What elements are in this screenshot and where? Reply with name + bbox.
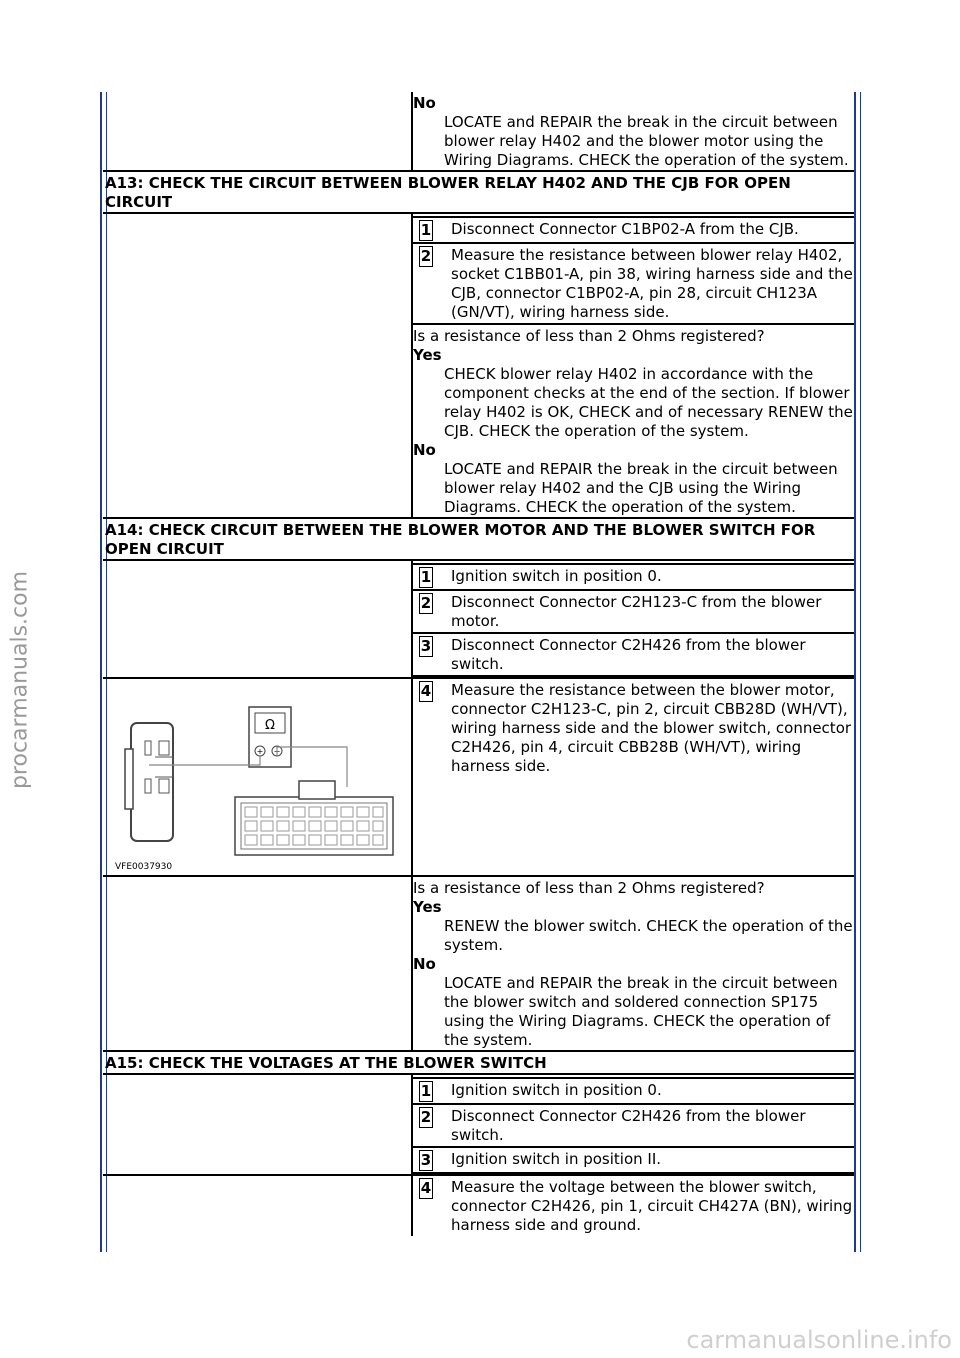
step-number: 1 [420,1082,432,1100]
step-text: Disconnect Connector C2H426 from the blower switch. [451,1107,806,1144]
step-number: 3 [420,637,432,655]
svg-text:−: − [273,747,281,756]
a14-step-1 [413,563,854,591]
a13-answer-row [103,325,854,518]
a14-answer [413,877,854,1050]
a13-heading: A13: CHECK THE CIRCUIT BETWEEN BLOWER RELAY H402 AND THE CJB FOR OPEN CIRCUIT [103,171,854,213]
bottom-watermark: carmanualsonline.info [686,1326,952,1354]
a12-answer [413,92,854,170]
a15-heading: A15: CHECK THE VOLTAGES AT THE BLOWER SWITCH [103,1051,854,1074]
a15-step-4 [413,1176,854,1236]
step-number: 1 [420,568,432,586]
right-border-line-outer [860,92,861,1252]
a13-steps-row [103,213,854,325]
ohmmeter-icon [249,707,291,767]
step-number: 3 [420,1151,432,1169]
no-label: No [413,441,436,459]
right-border-line [854,92,856,1252]
diagram-label: VFE0037930 [115,862,173,872]
yes-label: Yes [413,346,442,364]
step-text: Disconnect Connector C1BP02-A from the CJB. [451,220,799,238]
a13-step-2 [413,244,854,325]
no-text: LOCATE and REPAIR the break in the circuit between blower relay H402 and the blower motor using the Wiring Diagrams. CHECK the operation of the system. [444,113,849,169]
a15-heading-row [103,1051,854,1074]
step-text: Measure the resistance between blower relay H402, socket C1BB01-A, pin 38, wiring harness side and the CJB, connector C1BP02-A, pin 28, circuit CH123A (GN/VT), wiring harness side. [451,246,853,321]
a15-step4-row [103,1175,854,1236]
step-text: Measure the voltage between the blower switch, connector C2H426, pin 1, circuit CH427A (BN), wiring harness side and ground. [451,1178,853,1234]
a14-answer-row [103,876,854,1051]
step-text: Ignition switch in position 0. [451,567,662,585]
connector-diagram-svg [103,679,411,875]
procedure-table [103,92,854,1236]
step-text: Disconnect Connector C2H123-C from the blower motor. [451,593,822,630]
a14-steps-row [103,560,854,678]
no-label: No [413,955,436,973]
yes-label: Yes [413,898,442,916]
question-text: Is a resistance of less than 2 Ohms registered? [413,327,765,345]
step-number: 2 [420,247,432,265]
a14-heading-row [103,518,854,560]
no-text: LOCATE and REPAIR the break in the circuit between the blower switch and soldered connection SP175 using the Wiring Diagrams. CHECK the operation of the system. [444,974,838,1049]
switch-connector-icon [235,781,393,855]
step-text: Disconnect Connector C2H426 from the blower switch. [451,636,806,673]
question-text: Is a resistance of less than 2 Ohms registered? [413,879,765,897]
step-number: 4 [420,682,432,700]
a15-step-2 [413,1105,854,1148]
step-text: Ignition switch in position II. [451,1150,662,1168]
a14-heading: A14: CHECK CIRCUIT BETWEEN THE BLOWER MOTOR AND THE BLOWER SWITCH FOR OPEN CIRCUIT [103,518,854,560]
side-watermark [8,560,32,800]
a15-step-3 [413,1148,854,1174]
step-number: 2 [420,594,432,612]
no-label: No [413,94,436,112]
yes-text: RENEW the blower switch. CHECK the operation of the system. [444,917,853,954]
a15-steps-row [103,1074,854,1175]
side-watermark-text: procarmanuals.com [7,570,33,790]
no-text: LOCATE and REPAIR the break in the circuit between blower relay H402 and the CJB using the Wiring Diagrams. CHECK the operation of the system. [444,460,838,516]
a14-step-3 [413,634,854,677]
connector-diagram [103,679,411,875]
step-number: 4 [420,1179,432,1197]
yes-text: CHECK blower relay H402 in accordance with the component checks at the end of the section. If blower relay H402 is OK, CHECK and of necessary RENEW the CJB. CHECK the operation of the system. [444,365,853,440]
a15-step-1 [413,1077,854,1105]
a14-step-2 [413,591,854,634]
step-text: Measure the resistance between the blower motor, connector C2H123-C, pin 2, circuit CBB28D (WH/VT), wiring harness side and the blower switch, connector C2H426, pin 4, circuit CBB28B (WH/VT), wiring harness side. [451,681,852,775]
svg-text:+: + [256,747,264,756]
a13-heading-row [103,171,854,213]
step-number: 1 [420,221,432,239]
step-number: 2 [420,1108,432,1126]
left-border-line [100,92,102,1252]
motor-connector-icon [125,723,173,841]
a14-diagram-row [103,678,854,876]
a14-step-4 [413,679,854,777]
a13-answer [413,325,854,517]
document-body [103,92,854,1236]
a12-answer-row [103,92,854,171]
step-text: Ignition switch in position 0. [451,1081,662,1099]
meter-symbol: Ω [265,718,275,733]
a13-step-1 [413,216,854,244]
